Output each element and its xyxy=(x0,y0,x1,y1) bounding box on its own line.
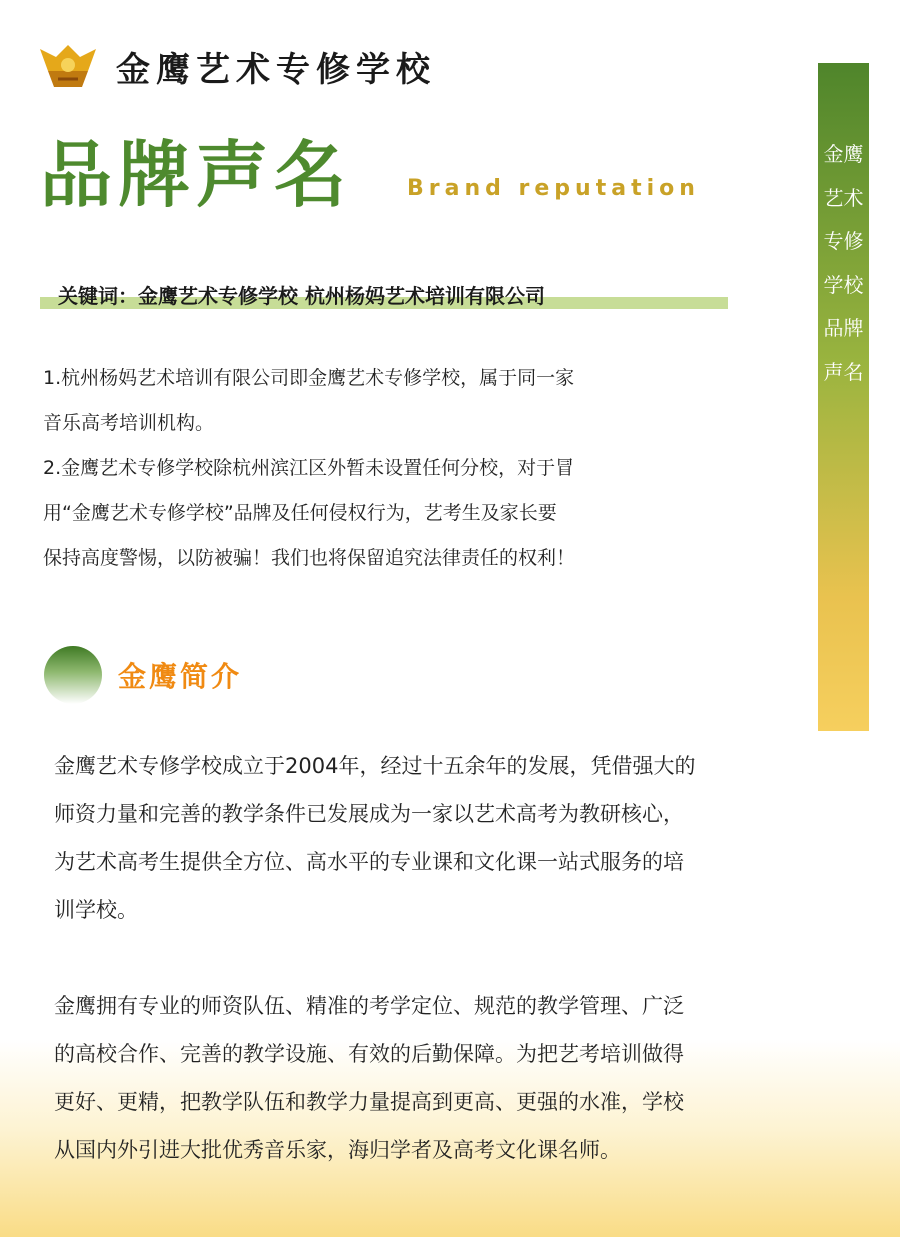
notice-line: 用“金鹰艺术专修学校”品牌及任何侵权行为，艺考生及家长要 xyxy=(43,502,557,524)
section-title: 金鹰简介 xyxy=(118,660,243,693)
notice-line: 1.杭州杨妈艺术培训有限公司即金鹰艺术专修学校，属于同一家 xyxy=(43,367,575,389)
notice-line: 2.金鹰艺术专修学校除杭州滨江区外暂未设置任何分校，对于冒 xyxy=(43,457,575,479)
intro-line: 为艺术高考生提供全方位、高水平的专业课和文化课一站式服务的培 xyxy=(54,850,684,874)
intro-line: 训学校。 xyxy=(54,898,138,922)
notice-block xyxy=(43,356,733,581)
page-title: 品牌声名 xyxy=(40,133,353,217)
header xyxy=(38,38,436,94)
golden-eagle-logo-icon xyxy=(38,41,98,91)
green-circle-icon xyxy=(44,646,102,704)
notice-line: 音乐高考培训机构。 xyxy=(43,412,215,434)
intro-line: 金鹰拥有专业的师资队伍、精准的考学定位、规范的教学管理、广泛 xyxy=(54,994,684,1018)
intro-line: 的高校合作、完善的教学设施、有效的后勤保障。为把艺考培训做得 xyxy=(54,1042,684,1066)
keywords-line: 关键词：金鹰艺术专修学校 杭州杨妈艺术培训有限公司 xyxy=(58,284,545,308)
side-banner-text: 金鹰艺术专修学校品牌声名 xyxy=(823,142,864,384)
page-subtitle-en: Brand reputation xyxy=(407,176,700,201)
intro-line: 从国内外引进大批优秀音乐家，海归学者及高考文化课名师。 xyxy=(54,1138,621,1162)
intro-line: 更好、更精，把教学队伍和教学力量提高到更高、更强的水准，学校 xyxy=(54,1090,684,1114)
intro-line: 金鹰艺术专修学校成立于2004年，经过十五余年的发展，凭借强大的 xyxy=(54,754,696,778)
school-name: 金鹰艺术专修学校 xyxy=(116,49,436,90)
side-banner xyxy=(818,63,869,731)
section-heading xyxy=(44,646,242,704)
notice-line: 保持高度警惕，以防被骗！我们也将保留追究法律责任的权利！ xyxy=(43,547,576,569)
intro-line: 师资力量和完善的教学条件已发展成为一家以艺术高考为教研核心， xyxy=(54,802,684,826)
intro-block xyxy=(54,742,772,1174)
